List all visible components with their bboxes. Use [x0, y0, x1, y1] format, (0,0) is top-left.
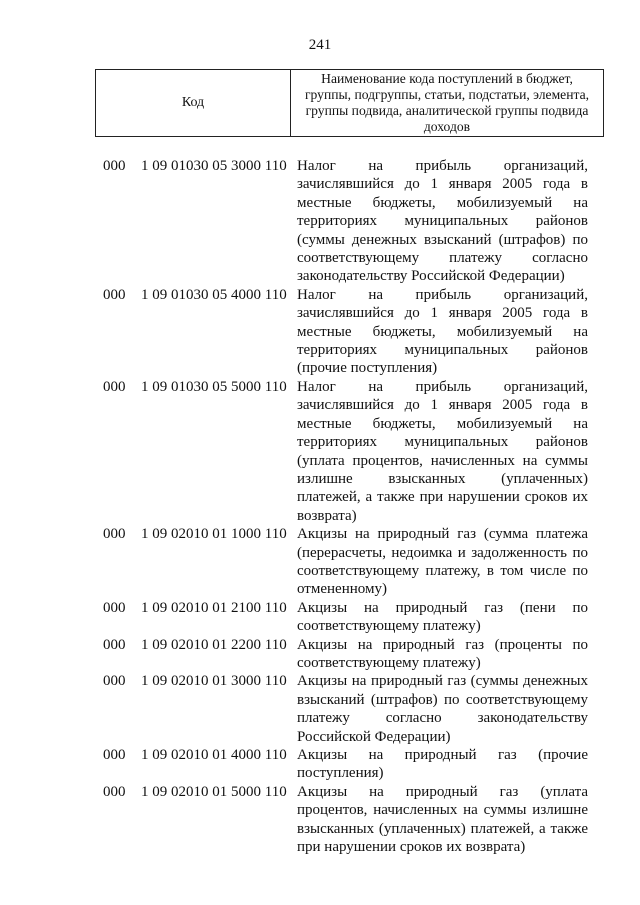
admin-code: 000 — [103, 673, 126, 690]
name-column-header: Наименование кода поступлений в бюджет, группы, подгруппы, статьи, подстатьи, элемента, группы подвида, аналитической группы подвида доходов — [304, 71, 590, 134]
code-column-header: Код — [96, 70, 291, 136]
table-row — [0, 599, 640, 636]
income-code: 1 09 01030 05 3000 110 — [141, 158, 287, 174]
table-row — [0, 525, 640, 599]
table-row — [0, 746, 640, 783]
income-description: Акцизы на природный газ (проценты по соответствующему платежу) — [297, 636, 588, 671]
table-row — [0, 286, 640, 378]
admin-code: 000 — [103, 747, 126, 763]
income-description: Акцизы на природный газ (прочие поступления) — [297, 747, 588, 782]
income-code: 1 09 02010 01 1000 110 — [141, 526, 287, 543]
income-code: 1 09 02010 01 5000 110 — [141, 783, 287, 800]
table-row — [0, 672, 640, 746]
income-code: 1 09 02010 01 4000 110 — [141, 747, 287, 763]
income-description: Акцизы на природный газ (уплата процентов, начисленных на суммы излишне взысканных (уплаченных) платежей, а также при нарушении сроков их возврата) — [297, 783, 588, 856]
income-description: Налог на прибыль организаций, зачислявшийся до 1 января 2005 года в местные бюджеты, мобилизуемый на территориях муниципальных районов (прочие поступления) — [297, 286, 588, 377]
table-row — [0, 157, 640, 286]
admin-code: 000 — [103, 783, 126, 800]
table-header — [95, 69, 604, 137]
income-description: Акцизы на природный газ (пени по соответствующему платежу) — [297, 599, 588, 635]
admin-code: 000 — [103, 526, 126, 543]
income-code: 1 09 02010 01 3000 110 — [141, 673, 287, 690]
income-description: Налог на прибыль организаций, зачислявшийся до 1 января 2005 года в местные бюджеты, мобилизуемый на территориях муниципальных районов (суммы денежных взысканий (штрафов) по соответствующему платежу согласно законодательству Российской Федерации) — [297, 158, 588, 285]
admin-code: 000 — [103, 286, 126, 303]
admin-code: 000 — [103, 378, 126, 395]
table-row — [0, 636, 640, 673]
table-row — [0, 378, 640, 525]
admin-code: 000 — [103, 158, 126, 174]
admin-code: 000 — [103, 636, 126, 653]
income-description: Налог на прибыль организаций, зачислявшийся до 1 января 2005 года в местные бюджеты, мобилизуемый на территориях муниципальных районов (уплата процентов, начисленных на суммы излишне взысканных (уплаченных) платежей, а также при нарушении сроков их возврата) — [297, 378, 588, 524]
income-description: Акцизы на природный газ (сумма платежа (перерасчеты, недоимка и задолженность по соответствующему платежу, в том числе по отмененному) — [297, 526, 588, 598]
income-description: Акцизы на природный газ (суммы денежных взысканий (штрафов) по соответствующему платежу согласно законодательству Российской Федерации) — [297, 673, 588, 745]
page-number: 241 — [308, 37, 332, 53]
admin-code: 000 — [103, 599, 126, 616]
income-code: 1 09 02010 01 2100 110 — [141, 599, 287, 616]
income-code: 1 09 01030 05 4000 110 — [141, 286, 287, 303]
table-row — [0, 783, 640, 857]
income-code: 1 09 02010 01 2200 110 — [141, 636, 287, 653]
table-body — [0, 157, 640, 856]
income-code: 1 09 01030 05 5000 110 — [141, 378, 287, 395]
